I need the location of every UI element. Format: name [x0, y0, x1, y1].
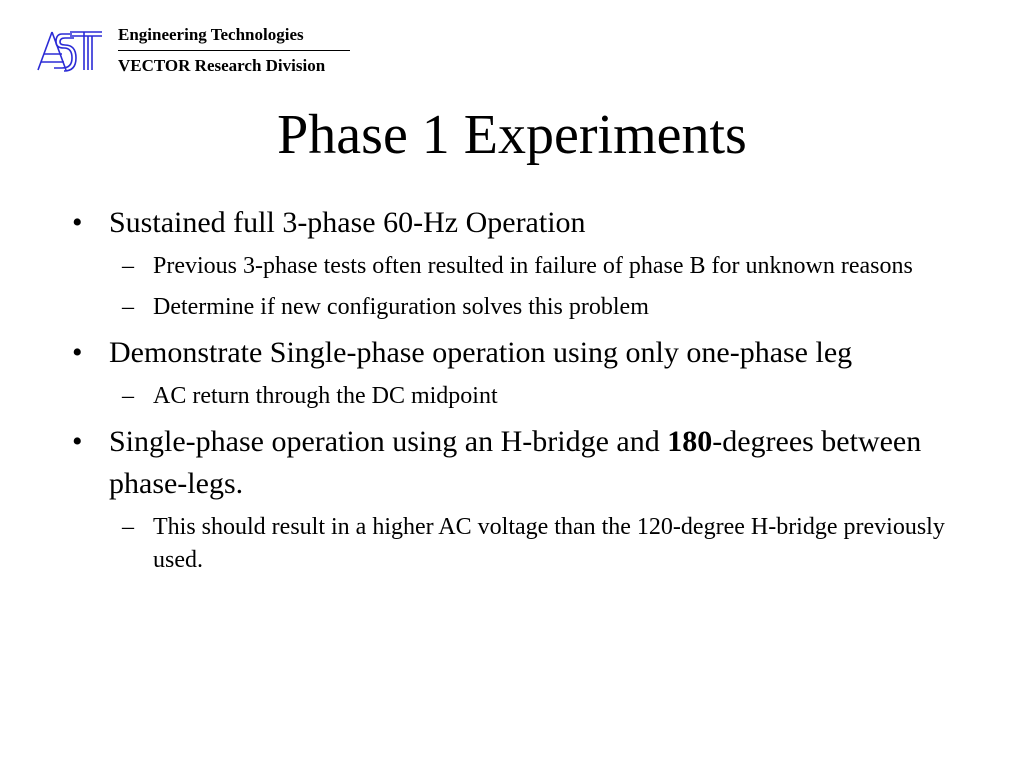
- bullet-icon: •: [72, 425, 83, 458]
- dash-icon: –: [122, 253, 134, 279]
- bullet-item: [72, 421, 972, 505]
- bullet-text: [109, 425, 921, 500]
- bullet-item: [72, 332, 972, 374]
- dash-icon: –: [122, 383, 134, 409]
- sub-bullet-text: This should result in a higher AC voltage than the 120-degree H-bridge previously used.: [153, 514, 945, 573]
- bullet-item: [72, 202, 972, 244]
- slide-title: Phase 1 Experiments: [277, 104, 747, 166]
- ait-logo-icon: [36, 28, 102, 72]
- sub-bullet-item: [72, 291, 972, 324]
- bullet-text-part: -degrees between phase-legs.: [109, 425, 922, 500]
- dash-icon: –: [122, 294, 134, 320]
- org-division: VECTOR Research Division: [118, 56, 326, 75]
- sub-bullet-text: Determine if new configuration solves this problem: [153, 294, 649, 320]
- bullet-text: Sustained full 3-phase 60-Hz Operation: [109, 206, 586, 239]
- dash-icon: –: [122, 514, 134, 540]
- sub-bullet-item: [72, 380, 972, 413]
- sub-bullet-text: AC return through the DC midpoint: [153, 383, 498, 409]
- bullet-text-bold: 180: [667, 425, 713, 458]
- bullet-text: Demonstrate Single-phase operation using only one-phase leg: [109, 336, 853, 369]
- bullet-text-part: Single-phase operation using an H-bridge and: [109, 425, 668, 458]
- bullet-icon: •: [72, 336, 83, 369]
- sub-bullet-item: [72, 250, 972, 283]
- header-divider: [118, 50, 350, 51]
- slide-body: [72, 202, 972, 577]
- org-name: Engineering Technologies: [118, 25, 304, 44]
- sub-bullet-item: [72, 511, 972, 577]
- sub-bullet-text: Previous 3-phase tests often resulted in failure of phase B for unknown reasons: [153, 253, 913, 279]
- bullet-icon: •: [72, 206, 83, 239]
- organization-header: [118, 24, 354, 77]
